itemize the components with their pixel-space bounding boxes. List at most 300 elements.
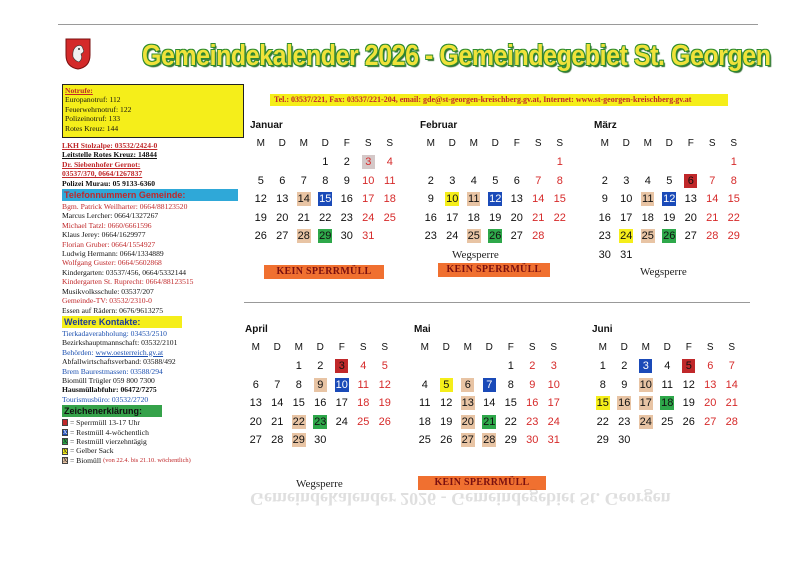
day-cell [680,190,702,209]
legend-text: = Gelber Sack [70,446,114,456]
day-cell [457,394,479,413]
day-cell [678,394,700,413]
day-number: 31 [547,434,560,446]
weekday-header: S [556,138,564,149]
day-cell [267,376,289,395]
weekday-header: D [665,138,673,149]
day-number: 16 [526,397,539,409]
weekday-header: F [687,138,694,149]
day-number: 1 [556,156,563,168]
polizei-line: Polizei Murau: 05 9133-6360 [62,178,156,188]
day-number: 22 [319,211,332,224]
day-number: 5 [666,174,673,187]
day-cell [543,357,565,376]
day-number: 21 [725,397,738,409]
day-cell [614,431,636,450]
day-number: 31 [620,248,633,261]
day-number: 20 [276,211,289,224]
day-cell [549,190,571,209]
day-number: 26 [440,434,453,446]
day-cell [288,376,310,395]
day-cell [702,172,724,191]
empty-cell [594,153,616,172]
day-number: 7 [274,378,281,391]
day-number: 10 [362,174,375,187]
day-cell [500,413,522,432]
day-number: 10 [547,378,560,391]
day-number: 17 [362,193,375,205]
day-number: 10 [446,193,459,205]
legend-swatch: X [63,439,68,446]
day-cell [353,413,375,432]
day-cell [616,227,638,246]
day-cell [457,376,479,395]
day-number: 13 [276,193,289,205]
day-number: 26 [682,415,695,428]
weekday-header: D [620,342,628,353]
day-number: 29 [504,434,517,446]
day-number: 24 [639,415,652,428]
contact-gemeinde-tv: Gemeinde-TV: 03532/2310-0 [62,296,152,306]
day-number: 9 [343,174,350,187]
day-cell [414,376,436,395]
day-number: 4 [360,360,367,372]
weekday-header: S [381,342,389,353]
day-number: 4 [644,174,651,187]
legend-heading: Zeichenerklärung: [62,405,162,417]
day-cell [485,172,507,191]
day-cell [594,190,616,209]
day-cell [506,190,528,209]
notruf-line: Polizeinotruf: 133 [65,114,121,124]
weekday-header: D [273,342,281,353]
day-cell [479,376,501,395]
day-number: 14 [297,193,310,205]
day-number: 6 [279,174,286,187]
day-number: 17 [620,211,633,224]
day-cell [485,209,507,228]
day-cell [659,190,681,209]
day-number: 28 [706,230,719,242]
wegsperre-maerz: Wegsperre [640,266,687,278]
day-cell [414,394,436,413]
day-cell [293,227,315,246]
day-number: 29 [319,230,332,242]
day-cell [659,227,681,246]
day-cell [635,357,657,376]
weekday-header: M [426,138,435,149]
day-cell [457,431,479,450]
weekday-header: D [442,342,450,353]
day-number: 30 [314,434,327,446]
empty-cell [506,153,528,172]
weekday-header: S [708,138,716,149]
day-number: 8 [556,174,563,187]
day-number: 1 [599,360,606,372]
notrufe-box [62,84,244,138]
day-cell [592,413,614,432]
day-cell [420,172,442,191]
legend-text: = Biomüll [70,455,102,465]
day-number: 5 [257,174,264,187]
day-cell [592,376,614,395]
day-cell [635,394,657,413]
day-cell [310,357,332,376]
weekday-header: S [534,138,542,149]
day-cell [678,413,700,432]
weekday-header: M [469,138,478,149]
day-cell [267,413,289,432]
day-cell [436,376,458,395]
day-number: 6 [684,174,697,188]
day-number: 16 [598,211,611,224]
day-cell [272,227,294,246]
day-number: 23 [526,415,539,428]
day-number: 9 [621,378,628,391]
day-cell [657,394,679,413]
contact-essen: Essen auf Rädern: 0676/9613275 [62,305,164,315]
empty-cell [293,153,315,172]
day-number: 22 [504,415,517,428]
day-cell [288,431,310,450]
empty-cell [436,357,458,376]
day-cell [479,413,501,432]
day-number: 12 [378,378,391,391]
day-number: 26 [489,230,502,242]
behoerden-label: Behörden: [62,347,96,357]
info-column [62,84,244,465]
day-number: 19 [254,211,267,224]
day-number: 29 [596,434,609,446]
day-cell [293,172,315,191]
day-number: 26 [378,415,391,428]
weekday-header: M [600,138,609,149]
day-number: 8 [507,378,514,391]
day-cell [592,394,614,413]
kein-sperrmuell-februar: KEIN SPERRMÜLL [438,263,550,277]
day-cell [293,209,315,228]
day-number: 15 [504,397,517,409]
contact-bh: Bezirkshauptmannschaft: 03532/2101 [62,338,178,348]
day-cell [310,413,332,432]
contact-kindergarten-ruprecht: Kindergarten St. Ruprecht: 0664/88123515 [62,277,194,287]
day-number: 8 [322,174,329,187]
contact-musikschule: Musikvolksschule: 03537/207 [62,286,154,296]
day-number: 7 [728,360,735,372]
day-cell [414,413,436,432]
day-cell [250,172,272,191]
day-number: 21 [271,415,284,428]
day-cell [379,172,401,191]
legend [62,418,244,465]
day-number: 8 [295,378,302,391]
day-number: 18 [357,397,370,409]
day-cell [637,190,659,209]
day-number: 2 [343,156,350,168]
day-number: 30 [618,434,631,446]
day-cell [506,227,528,246]
day-cell [315,153,337,172]
day-number: 28 [532,230,545,242]
month-grid [420,134,576,246]
month-name: März [594,120,617,131]
day-number: 20 [461,415,474,428]
day-number: 27 [684,230,697,242]
day-number: 2 [529,360,536,372]
day-cell [700,357,722,376]
day-cell [522,357,544,376]
day-number: 25 [641,230,654,242]
day-cell [549,209,571,228]
day-number: 18 [661,397,674,409]
day-number: 11 [419,397,431,409]
day-number: 17 [547,397,560,409]
day-cell [616,190,638,209]
day-number: 4 [664,360,671,372]
day-cell [310,394,332,413]
legend-swatch: X [63,457,68,464]
day-number: 6 [461,378,474,392]
day-cell [549,153,571,172]
day-number: 25 [467,230,480,242]
day-cell [267,394,289,413]
day-number: 26 [663,230,676,242]
day-cell [528,190,550,209]
behoerden-line [62,348,244,357]
day-cell [250,227,272,246]
day-number: 19 [663,211,676,224]
weekday-header: M [420,342,429,353]
kein-sperrmuell-januar: KEIN SPERRMÜLL [264,265,384,279]
day-cell [702,227,724,246]
day-number: 14 [706,193,719,205]
day-cell [592,357,614,376]
day-number: 20 [684,211,697,224]
day-cell [702,190,724,209]
day-number: 2 [621,360,628,372]
day-number: 13 [461,397,474,409]
weekday-header: S [728,342,736,353]
calendar-juni [592,322,748,450]
day-cell [250,209,272,228]
day-number: 15 [596,397,609,409]
day-cell [522,394,544,413]
contact-tourismus: Tourismusbüro: 03532/2720 [62,394,149,404]
day-number: 13 [510,193,523,205]
month-grid [245,338,401,450]
day-number: 4 [386,156,393,168]
day-cell [700,413,722,432]
day-number: 4 [470,174,477,187]
day-cell [358,227,380,246]
day-cell [616,172,638,191]
day-cell [594,172,616,191]
day-number: 28 [725,415,738,428]
day-number: 15 [727,193,740,205]
day-number: 14 [532,193,545,205]
day-number: 3 [623,174,630,187]
day-number: 9 [601,193,608,205]
day-cell [543,394,565,413]
legend-row [62,446,244,455]
month-name: Mai [414,324,431,335]
day-cell [506,209,528,228]
day-number: 5 [440,378,453,392]
day-cell [463,172,485,191]
day-cell [315,172,337,191]
day-number: 27 [249,434,262,446]
day-number: 2 [427,174,434,187]
day-number: 14 [483,397,496,409]
day-cell [635,376,657,395]
day-cell [442,209,464,228]
day-number: 20 [249,415,262,428]
day-number: 28 [297,230,310,242]
day-number: 10 [620,193,633,205]
day-cell [293,190,315,209]
month-grid [592,338,748,450]
day-cell [616,246,638,265]
legend-row [62,428,244,437]
day-number: 29 [292,434,305,446]
day-number: 9 [314,378,327,392]
day-number: 26 [254,230,267,242]
day-number: 15 [292,397,305,409]
weekday-header: D [485,342,493,353]
day-number: 30 [598,248,611,261]
weekday-header: S [386,138,394,149]
weekday-header: D [316,342,324,353]
day-number: 18 [641,211,654,224]
contact-bgm: Bgm. Patrick Weilharter: 0664/88123520 [62,202,188,212]
day-number: 16 [424,211,437,224]
day-number: 11 [468,193,480,205]
day-cell [315,227,337,246]
kein-sperrmuell-mai: KEIN SPERRMÜLL [418,476,546,490]
day-cell [379,209,401,228]
day-number: 1 [730,156,737,168]
day-number: 3 [335,359,348,373]
day-cell [680,227,702,246]
day-cell [678,357,700,376]
empty-cell [485,153,507,172]
day-cell [245,394,267,413]
day-number: 12 [682,378,695,391]
legend-text: = Restmüll vierzehntägig [70,436,147,446]
calendar-april [245,322,401,450]
day-number: 11 [384,174,396,187]
day-number: 17 [639,397,652,409]
day-cell [336,153,358,172]
day-cell [442,172,464,191]
day-number: 28 [483,434,496,446]
weekday-header: M [299,138,308,149]
day-number: 30 [526,434,539,446]
day-number: 2 [601,174,608,187]
behoerden-link[interactable]: www.oesterreich.gv.at [95,347,164,357]
weekday-header: D [321,138,329,149]
weekday-header: D [622,138,630,149]
legend-text: = Restmüll 4-wöchentlich [70,427,149,437]
contact-klaus: Klaus Jerey: 0664/1629977 [62,230,146,240]
day-cell [528,172,550,191]
weitere-heading: Weitere Kontakte: [62,316,182,328]
day-cell [358,172,380,191]
day-number: 1 [295,360,302,372]
day-number: 21 [297,211,310,224]
day-cell [528,227,550,246]
day-cell [336,227,358,246]
day-number: 19 [440,415,453,428]
day-number: 15 [319,193,332,205]
month-name: Februar [420,120,458,131]
day-number: 25 [357,415,370,428]
coat-of-arms-icon [64,37,92,70]
day-cell [485,227,507,246]
day-number: 19 [682,397,695,409]
day-cell [414,431,436,450]
day-cell [594,209,616,228]
day-number: 24 [362,211,375,224]
day-cell [723,209,745,228]
day-number: 11 [661,378,673,391]
wegsperre-april: Wegsperre [296,478,343,490]
empty-cell [528,153,550,172]
day-cell [374,394,396,413]
day-number: 18 [418,415,431,428]
day-cell [245,413,267,432]
day-number: 12 [254,193,267,205]
day-cell [353,394,375,413]
day-cell [420,190,442,209]
day-cell [272,190,294,209]
weekday-header: F [343,138,350,149]
empty-cell [479,357,501,376]
day-cell [723,153,745,172]
weekday-header: D [448,138,456,149]
day-cell [374,376,396,395]
legend-row [62,437,244,446]
day-number: 24 [335,415,348,428]
day-cell [315,190,337,209]
legend-row [62,418,244,427]
day-number: 19 [378,397,391,409]
weekday-header: F [338,342,345,353]
day-cell [500,431,522,450]
empty-cell [442,153,464,172]
day-number: 12 [489,193,502,205]
day-number: 13 [249,397,262,409]
weekday-header: F [513,138,520,149]
day-number: 29 [727,230,740,242]
day-cell [336,190,358,209]
day-cell [245,376,267,395]
contact-marcus: Marcus Lercher: 0664/1327267 [62,211,159,221]
legend-note: (von 22.4. bis 21.10. wöchentlich) [103,456,191,464]
day-number: 13 [704,378,717,391]
calendar-mai [414,322,570,450]
day-number: 14 [725,378,738,391]
day-number: 5 [492,174,499,187]
day-number: 25 [661,415,674,428]
day-cell [310,431,332,450]
day-cell [336,172,358,191]
day-number: 1 [322,156,329,168]
contact-hausmuell: Hausmüllabfuhr: 06472/7275 [62,385,157,395]
day-cell [702,209,724,228]
day-number: 7 [709,174,716,187]
day-cell [442,227,464,246]
